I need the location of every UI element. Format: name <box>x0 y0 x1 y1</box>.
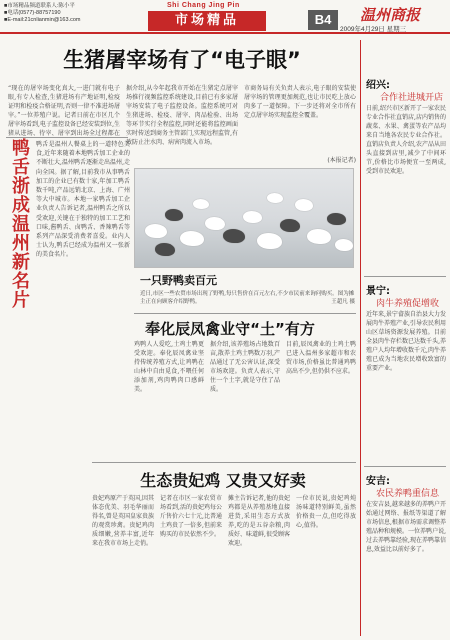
lead-byline: (本报记者) <box>327 157 356 164</box>
story2-column-2: 据介绍,该养殖场占地数百亩,散养土鸡土鸭数万羽,产品通过了无公害认证,深受市场欢迎。负责人表示,守住一个土字,就是守住了品质。 <box>210 341 280 393</box>
story2-headline: 奉化辰凤禽业守“土”有方 <box>145 320 315 338</box>
contact-info <box>4 3 80 24</box>
photo-caption-text <box>140 290 355 306</box>
story2-column-1: 鸡鸭人人爱吃,土鸡土鸭更受欢迎。奉化辰凤禽业坚持传统养殖方式,让鸡鸭在山林中自由觅食,不喂任何添加剂,鸡肉鸭肉口感鲜美。 <box>134 341 204 393</box>
anji-body: 在安吉县,越来越多的养鸭户开始通过网络、报纸等渠道了解市场信息,根据市场需求调整养殖品种和规模。一位养鸭户说,过去养鸭靠经验,现在养鸭靠信息,效益比以前好多了。 <box>366 501 446 553</box>
photo-caption-body: 近日,市区一些农贸市场出现了野鸭,每只售价在百元左右,不少市民前来询问购买。图为摊主正在向顾客介绍野鸭。 <box>140 291 355 305</box>
sidebar-rule-1 <box>364 276 446 277</box>
contact-line: ■电话(0577)-88757190 <box>4 10 61 16</box>
anji-title: 农民养鸭重信息 <box>376 489 440 499</box>
wild-duck-photo <box>134 168 354 268</box>
sidebar-divider <box>360 40 361 636</box>
story3-top-rule <box>92 462 356 463</box>
story2-column-3: 目前,辰凤禽业的土鸡土鸭已进入温州多家超市和农贸市场,价格虽比普通鸡鸭高出不少,但仍供不应求。 <box>286 341 356 375</box>
lead-column-1: “现在的屠宰场变化真大,一进门就有电子眼,有专人检查,生猪进场有产地证明,检疫证明和检疫合格证明,否则一律不准进场屠宰。”一位养殖户说。记者日前在市区几个屠宰场看到,电子监控设备已经安装到位,生猪从进场、待宰、屠宰到出场全过程都在 <box>8 85 120 136</box>
lead-column-3: 市商务局有关负责人表示,电子眼的安装使屠宰场的管理更加规范,也让市民吃上放心肉多了一道保障。下一步还将对全市所有定点屠宰场实现监控全覆盖。 <box>244 85 356 119</box>
photo-caption-title: 一只野鸭卖百元 <box>140 274 217 287</box>
story3-column-3: 摊主告诉记者,他的贵妃鸡都是从养殖基地直接进货,采用生态方式放养,吃的是五谷杂粮,肉质好、味道鲜,很受顾客欢迎。 <box>228 495 290 547</box>
page-number: B4 <box>308 10 338 30</box>
anji-label: 安吉: <box>366 476 390 487</box>
contact-line: ■E-mail:21cnlianmin@163.com <box>4 17 81 23</box>
feature-body: 鸭舌是温州人餐桌上的一道特色美食,近年来随着本地鸭舌加工企业的不断壮大,温州鸭舌逐渐走出温州,走向全国。据了解,目前我市从事鸭舌加工的企业已有数十家,年加工鸭舌数千吨,产品远销北京、上海、广州等大中城市。本地一家鸭舌加工企业负责人告诉记者,温州鸭舌之所以受欢迎,关键在于独特的加工工艺和口味,酱鸭舌、卤鸭舌、香辣鸭舌等系列产品深受消费者喜爱。业内人士认为,鸭舌已经成为温州又一张新的美食名片。 <box>36 141 130 259</box>
story3-column-1: 贵妃鸡原产于英国,因其体态优美、羽毛华丽而得名,曾是英国皇家贵族的观赏珍禽。贵妃鸡肉质细嫩,营养丰富,近年来在我市市场上走俏。 <box>92 495 154 547</box>
sidebar-rule-2 <box>364 466 446 467</box>
feature-vertical-title: 鸭舌浙成温州新名片 <box>9 138 30 309</box>
story3-column-4: 一位市民说,贵妃鸡炖汤味道特别鲜美,虽然价格贵一点,但吃得放心,值得。 <box>296 495 356 529</box>
shaoxing-label: 绍兴: <box>366 80 390 91</box>
section-banner: 市场精品 <box>148 11 266 31</box>
story2-top-rule <box>134 313 356 314</box>
story3-headline: 生态贵妃鸡 又贵又好卖 <box>140 471 306 490</box>
newspaper-logo: 温州商报 <box>360 6 421 24</box>
masthead <box>0 0 450 34</box>
lead-column-2: 据介绍,从今年起我市开始在生猪定点屠宰场推行视频监控系统建设,目前已有多家屠宰场安装了电子监控设备。监控系统可对生猪进场、检疫、屠宰、肉品检验、出场等环节实行全程监控,同时还能将监控画面实时传送到商务主管部门,实现远程监管,有效防止注水肉、病害肉流入市场。 <box>126 85 238 146</box>
story3-column-2: 记者在市区一家农贸市场看到,活的贵妃鸡每公斤售价六七十元,比普通土鸡贵了一倍多,但前来购买的市民依然不少。 <box>160 495 222 538</box>
jingning-body: 近年来,景宁畲族自治县大力发展肉牛养殖产业,引导农民利用山区草场资源发展养殖。目前全县肉牛存栏数已达数千头,养殖户人均年增收数千元,肉牛养殖已成为当地农民增收致富的重要产业。 <box>366 311 446 372</box>
lead-headline: 生猪屠宰场有了“电子眼” <box>63 48 301 72</box>
photo-credit: 王超凡 摄 <box>331 299 355 305</box>
issue-date: 2009年4月29日 星期三 <box>340 26 407 33</box>
jingning-label: 景宁: <box>366 286 390 297</box>
shaoxing-title: 合作社进城开店 <box>380 93 444 103</box>
jingning-title: 肉牛养殖促增收 <box>376 299 440 309</box>
contact-line: ■市场精品频道联系人:陈小平 <box>4 3 75 9</box>
section-pinyin: Shi Chang Jing Pin <box>167 2 240 9</box>
shaoxing-body: 日前,绍兴市区新开了一家农民专业合作社直销店,店内销售的蔬菜、水果、禽蛋等农产品均来自当地各农民专业合作社。直销店负责人介绍,农产品从田头直接到店里,减少了中间环节,价格比市场便宜一至两成,受到市民欢迎。 <box>366 105 446 175</box>
